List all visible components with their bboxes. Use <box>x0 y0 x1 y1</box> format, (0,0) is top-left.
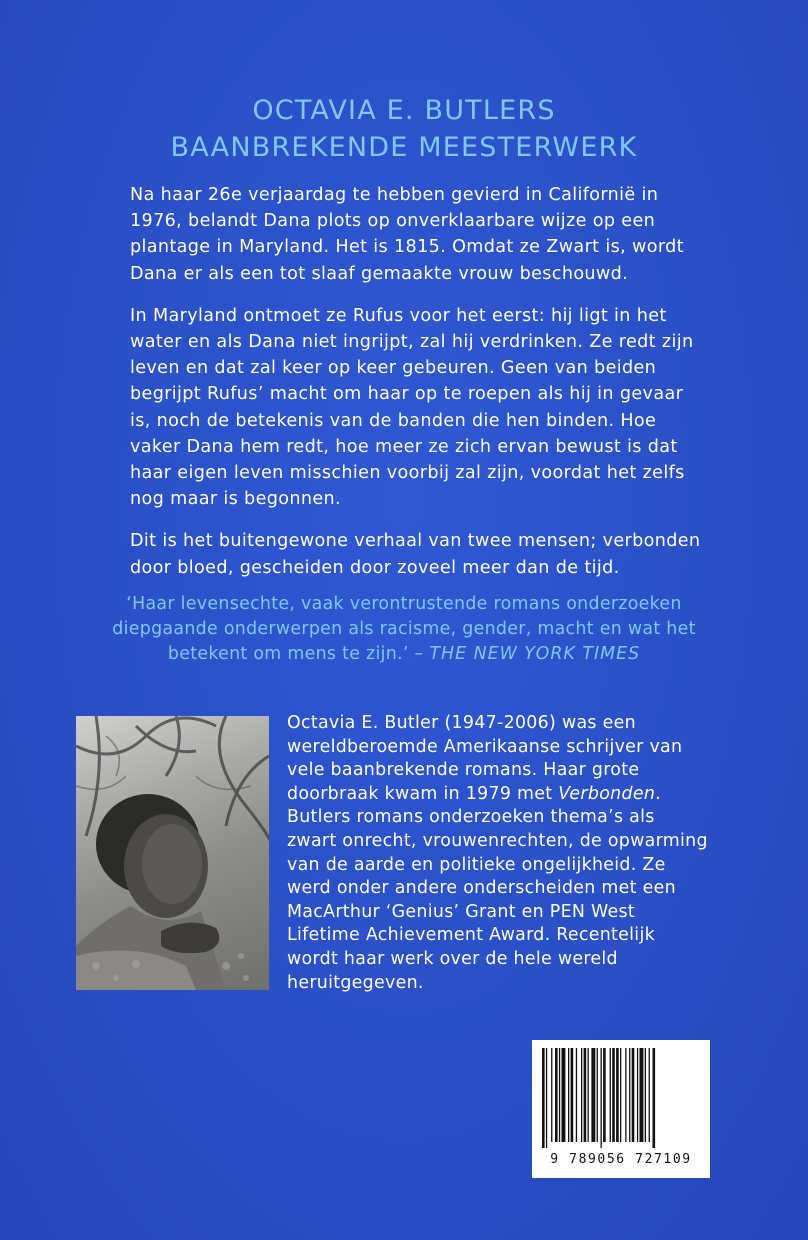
blurb-line: Na haar 26e verjaardag te hebben gevierd in Californië in <box>130 185 659 205</box>
isbn-barcode <box>532 1040 710 1178</box>
quote-line: diepgaande onderwerpen als racisme, gender, macht en wat het <box>112 619 696 639</box>
bio-line: van de aarde en politieke ongelijkheid. Ze <box>287 854 666 875</box>
blurb-paragraph <box>130 303 694 513</box>
blurb-line: Dana er als een tot slaaf gemaakte vrouw beschouwd. <box>130 263 629 284</box>
author-bio <box>287 712 757 995</box>
blurb-line: begrijpt Rufus’ macht om haar op te roepen als hij in gevaar <box>130 384 684 405</box>
bio-line: MacArthur ‘Genius’ Grant en PEN West <box>287 901 635 922</box>
bio-line: heruitgegeven. <box>287 972 424 993</box>
quote-line: ‘Haar levensechte, vaak verontrustende romans onderzoeken <box>126 594 682 614</box>
author-portrait-image <box>76 716 269 990</box>
blurb-line: In Maryland ontmoet ze Rufus voor het eerst: hij ligt in het <box>130 305 667 326</box>
bio-text: . <box>655 783 661 804</box>
quote-text: betekent om mens te zijn.’ – <box>167 644 430 664</box>
blurb-line: haar eigen leven misschien voorbij zal zijn, voordat het zelfs <box>130 463 685 484</box>
blurb-line: Dit is het buitengewone verhaal van twee mensen; verbonden <box>130 531 701 552</box>
author-photo <box>76 716 269 990</box>
bio-line: Octavia E. Butler (1947-2006) was een <box>287 713 636 733</box>
bio-line <box>287 783 757 807</box>
bio-line: zwart onrecht, vrouwenrechten, de opwarming <box>287 830 708 851</box>
blurb-line: 1976, belandt Dana plots op onverklaarbare wijze op een <box>130 211 656 232</box>
quote-source: THE NEW YORK TIMES <box>429 644 641 664</box>
blurb-line: plantage in Maryland. Het is 1815. Omdat ze Zwart is, wordt <box>130 237 684 258</box>
review-quote <box>0 592 808 667</box>
cover-heading <box>0 92 808 166</box>
blurb-paragraph <box>130 182 690 287</box>
blurb-line: water en als Dana niet ingrijpt, zal hij verdrinken. Ze redt zijn <box>130 332 694 353</box>
bio-line: wereldberoemde Amerikaanse schrijver van <box>287 736 683 757</box>
heading-line-2: BAANBREKENDE MEESTERWERK <box>170 132 638 163</box>
bio-line: werd onder andere onderscheiden met een <box>287 878 676 899</box>
bio-line: Butlers romans onderzoeken thema’s als <box>287 807 655 828</box>
quote-line-attribution <box>0 642 808 667</box>
book-title: Verbonden <box>558 783 656 804</box>
bio-text: doorbraak kwam in 1979 met <box>287 783 559 804</box>
isbn-number: 9 789056 727109 <box>550 1152 692 1167</box>
blurb-line: door bloed, gescheiden door zoveel meer dan de tijd. <box>130 557 620 578</box>
blurb-line: is, noch de betekenis van de banden die hen binden. Hoe <box>130 410 657 431</box>
blurb-line: nog maar is begonnen. <box>130 489 341 510</box>
blurb-line: vaker Dana hem redt, hoe meer ze zich ervan bewust is dat <box>130 436 678 457</box>
blurb <box>130 182 701 597</box>
blurb-paragraph <box>130 528 701 580</box>
bio-line: vele baanbrekende romans. Haar grote <box>287 760 640 781</box>
heading-line-1: OCTAVIA E. BUTLERS <box>252 95 556 126</box>
barcode-bars <box>540 1048 702 1148</box>
bio-line: wordt haar werk over de hele wereld <box>287 948 618 969</box>
blurb-line: leven en dat zal keer op keer gebeuren. Geen van beiden <box>130 358 657 379</box>
bio-line: Lifetime Achievement Award. Recentelijk <box>287 925 655 946</box>
